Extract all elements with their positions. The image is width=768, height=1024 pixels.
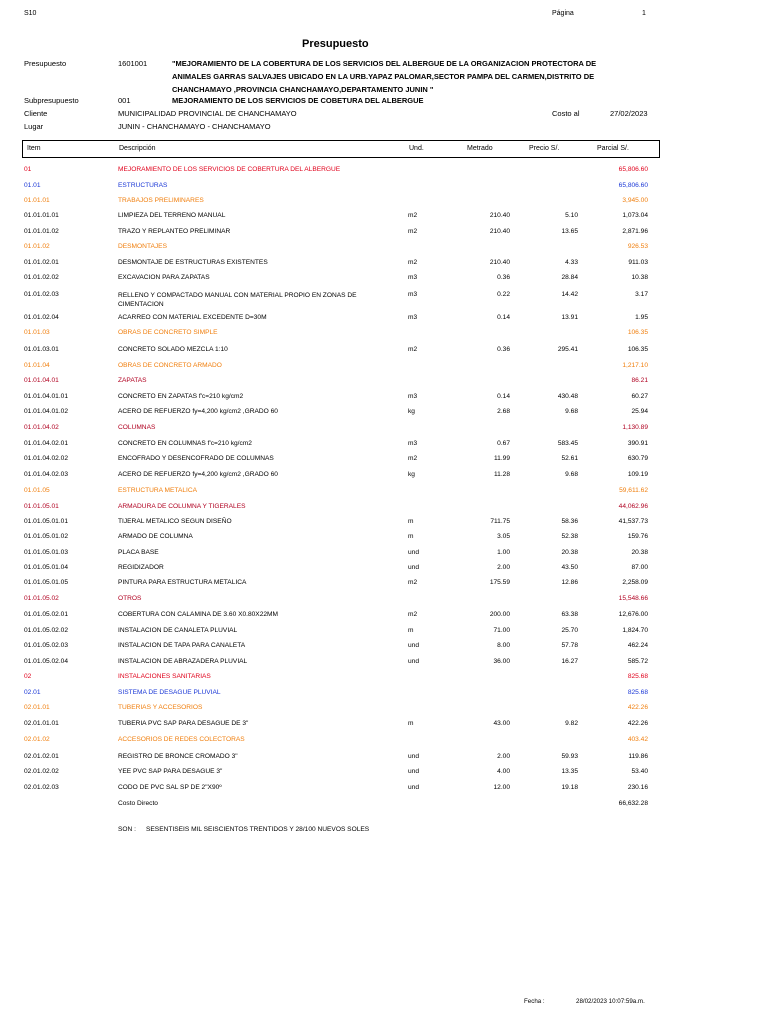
row-description: ACARREO CON MATERIAL EXCEDENTE D=30M [118, 314, 267, 321]
row-metrado: 11.99 [493, 455, 510, 462]
row-description: ESTRUCTURAS [118, 182, 168, 189]
row-description: PLACA BASE [118, 549, 159, 556]
row-item: 01.01 [24, 182, 41, 189]
row-item: 01 [24, 166, 32, 173]
row-unit: kg [408, 408, 415, 415]
row-parcial: 422.26 [627, 704, 648, 711]
row-description: EXCAVACION PARA ZAPATAS [118, 274, 210, 281]
row-description: YEE PVC SAP PARA DESAGUE 3" [118, 768, 223, 775]
row-parcial: 230.16 [627, 784, 648, 791]
table-row [24, 768, 654, 783]
row-unit: m2 [408, 611, 418, 618]
table-row [24, 564, 654, 579]
row-unit: m3 [408, 291, 418, 298]
row-parcial: 825.68 [627, 689, 648, 696]
row-parcial: 20.38 [631, 549, 648, 556]
report-code: S10 [24, 10, 37, 17]
row-description: TUBERIAS Y ACCESORIOS [118, 704, 203, 711]
col-desc: Descripción [119, 145, 156, 152]
row-precio: 52.61 [561, 455, 578, 462]
row-description: INSTALACIONES SANITARIAS [118, 673, 211, 680]
lugar-value: JUNIN - CHANCHAMAYO - CHANCHAMAYO [118, 122, 271, 131]
row-precio: 14.42 [561, 291, 578, 298]
row-precio: 583.45 [557, 440, 578, 447]
row-unit: m [408, 720, 414, 727]
row-metrado: 0.67 [497, 440, 510, 447]
table-row [24, 424, 654, 439]
costo-directo-label: Costo Directo [118, 800, 158, 807]
fecha-value: 28/02/2023 10:07:59a.m. [576, 998, 645, 1005]
table-row [24, 228, 654, 243]
row-item: 02.01.01 [24, 704, 50, 711]
row-unit: m3 [408, 314, 418, 321]
row-description: ARMADO DE COLUMNA [118, 533, 193, 540]
row-unit: m3 [408, 274, 418, 281]
lugar-label: Lugar [24, 122, 44, 131]
row-parcial: 3,945.00 [622, 197, 648, 204]
row-parcial: 159.76 [627, 533, 648, 540]
row-parcial: 390.91 [627, 440, 648, 447]
row-precio: 13.91 [561, 314, 578, 321]
presupuesto-code: 1601001 [118, 59, 148, 68]
row-metrado: 0.36 [497, 346, 510, 353]
row-parcial: 911.03 [628, 259, 648, 266]
table-row [24, 673, 654, 688]
row-unit: m2 [408, 346, 418, 353]
row-metrado: 210.40 [489, 212, 510, 219]
col-und: Und. [409, 145, 424, 152]
row-item: 01.01.05.01.01 [24, 518, 68, 525]
row-parcial: 403.42 [627, 736, 648, 743]
table-row [24, 291, 654, 306]
row-precio: 430.48 [557, 393, 578, 400]
row-unit: und [408, 549, 420, 556]
row-item: 01.01.01 [24, 197, 50, 204]
row-precio: 9.68 [565, 471, 578, 478]
row-metrado: 210.40 [489, 228, 510, 235]
row-item: 02 [24, 673, 32, 680]
row-parcial: 60.27 [631, 393, 648, 400]
row-description: ZAPATAS [118, 377, 147, 384]
row-metrado: 3.05 [497, 533, 510, 540]
row-parcial: 41,537.73 [618, 518, 648, 525]
son-text: SESENTISEIS MIL SEISCIENTOS TRENTIDOS Y 28/100 NUEVOS SOLES [146, 826, 370, 833]
row-metrado: 711.75 [490, 518, 510, 525]
row-item: 01.01.04.01.02 [24, 408, 68, 415]
row-parcial: 59,611.62 [619, 487, 648, 494]
row-unit: m2 [408, 455, 418, 462]
row-unit: m2 [408, 228, 418, 235]
row-parcial: 44,062.96 [618, 503, 648, 510]
row-parcial: 1,217.10 [622, 362, 648, 369]
row-description: PINTURA PARA ESTRUCTURA METALICA [118, 579, 247, 586]
row-item: 01.01.05.01.04 [24, 564, 68, 571]
row-description: OTROS [118, 595, 142, 602]
row-unit: m2 [408, 212, 418, 219]
row-precio: 28.84 [561, 274, 578, 281]
row-unit: und [408, 564, 420, 571]
row-item: 01.01.02.04 [24, 314, 59, 321]
row-parcial: 10.38 [631, 274, 648, 281]
row-parcial: 106.35 [627, 329, 648, 336]
table-row [24, 642, 654, 657]
row-description: INSTALACION DE ABRAZADERA PLUVIAL [118, 658, 248, 665]
table-row [24, 595, 654, 610]
row-precio: 59.93 [561, 753, 578, 760]
row-item: 01.01.04.02.01 [24, 440, 68, 447]
row-parcial: 585.72 [627, 658, 648, 665]
row-precio: 58.36 [561, 518, 578, 525]
col-precio: Precio S/. [529, 145, 560, 152]
row-item: 01.01.03.01 [24, 346, 59, 353]
costo-date: 27/02/2023 [610, 109, 648, 118]
row-precio: 16.27 [561, 658, 578, 665]
table-row [24, 784, 654, 799]
table-row [24, 346, 654, 361]
page-number: 1 [642, 10, 646, 17]
row-unit: und [408, 784, 420, 791]
costo-directo-value: 66,632.28 [618, 800, 648, 807]
table-row [24, 166, 654, 181]
table-row [24, 274, 654, 289]
row-precio: 12.86 [561, 579, 578, 586]
row-item: 01.01.02.02 [24, 274, 59, 281]
row-parcial: 825.68 [627, 673, 648, 680]
row-parcial: 86.21 [631, 377, 648, 384]
row-parcial: 2,258.09 [622, 579, 648, 586]
table-row [24, 549, 654, 564]
col-item: Item [27, 145, 41, 152]
row-description: INSTALACION DE TAPA PARA CANALETA [118, 642, 246, 649]
row-parcial: 1,824.70 [622, 627, 648, 634]
row-description: ACERO DE REFUERZO fy=4,200 kg/cm2 ,GRADO 60 [118, 471, 278, 478]
row-parcial: 65,806.60 [618, 166, 648, 173]
row-precio: 19.18 [561, 784, 578, 791]
row-item: 01.01.01.01 [24, 212, 59, 219]
row-unit: und [408, 753, 420, 760]
table-row [24, 579, 654, 594]
row-item: 01.01.05.02.01 [24, 611, 68, 618]
row-precio: 25.70 [561, 627, 578, 634]
row-metrado: 0.14 [497, 393, 510, 400]
row-unit: m3 [408, 393, 418, 400]
fecha-label: Fecha : [524, 998, 545, 1005]
row-metrado: 0.36 [497, 274, 510, 281]
row-description: INSTALACION DE CANALETA PLUVIAL [118, 627, 238, 634]
project-title-line3: CHANCHAMAYO ,PROVINCIA CHANCHAMAYO,DEPARTAMENTO JUNIN " [172, 85, 434, 94]
row-unit: m2 [408, 259, 418, 266]
row-parcial: 109.19 [627, 471, 648, 478]
table-row [24, 455, 654, 470]
row-precio: 4.33 [565, 259, 578, 266]
row-item: 01.01.05.02.03 [24, 642, 68, 649]
row-parcial: 65,806.60 [618, 182, 648, 189]
row-item: 01.01.05.01 [24, 503, 59, 510]
table-row [24, 182, 654, 197]
row-description: LIMPIEZA DEL TERRENO MANUAL [118, 212, 226, 219]
table-row [24, 503, 654, 518]
table-row [24, 314, 654, 329]
row-description: TUBERIA PVC SAP PARA DESAGUE DE 3" [118, 720, 249, 727]
row-description: ACERO DE REFUERZO fy=4,200 kg/cm2 ,GRADO 60 [118, 408, 278, 415]
row-description: CONCRETO SOLADO MEZCLA 1:10 [118, 346, 228, 353]
row-metrado: 8.00 [497, 642, 510, 649]
table-row [24, 259, 654, 274]
subpresupuesto-label: Subpresupuesto [24, 96, 79, 105]
row-item: 02.01.02 [24, 736, 50, 743]
row-precio: 57.78 [561, 642, 578, 649]
row-item: 01.01.04.02.03 [24, 471, 68, 478]
row-metrado: 12.00 [493, 784, 510, 791]
row-metrado: 2.00 [497, 753, 510, 760]
row-metrado: 175.59 [489, 579, 510, 586]
row-item: 02.01.02.01 [24, 753, 59, 760]
row-description: RELLENO Y COMPACTADO MANUAL CON MATERIAL PROPIO EN ZONAS DE CIMENTACION [118, 292, 357, 308]
table-row [24, 377, 654, 392]
row-metrado: 0.14 [497, 314, 510, 321]
costo-label: Costo al [552, 109, 580, 118]
row-precio: 5.10 [565, 212, 578, 219]
row-description: TRABAJOS PRELIMINARES [118, 197, 204, 204]
row-parcial: 462.24 [627, 642, 648, 649]
row-item: 02.01.01.01 [24, 720, 59, 727]
row-description: COBERTURA CON CALAMINA DE 3.60 X0.80X22MM [118, 611, 279, 618]
table-row [24, 720, 654, 735]
table-row [24, 408, 654, 423]
row-item: 01.01.03 [24, 329, 50, 336]
table-row [24, 487, 654, 502]
row-description: REGISTRO DE BRONCE CROMADO 3" [118, 753, 238, 760]
row-parcial: 106.35 [627, 346, 648, 353]
row-parcial: 15,548.66 [618, 595, 648, 602]
row-parcial: 630.79 [627, 455, 648, 462]
table-row [24, 658, 654, 673]
subpresupuesto-name: MEJORAMIENTO DE LOS SERVICIOS DE COBETURA DEL ALBERGUE [172, 96, 424, 105]
cliente-label: Cliente [24, 109, 48, 118]
row-description: CONCRETO EN COLUMNAS f'c=210 kg/cm2 [118, 440, 252, 447]
col-parcial: Parcial S/. [597, 145, 629, 152]
row-precio: 20.38 [561, 549, 578, 556]
row-description: ACCESORIOS DE REDES COLECTORAS [118, 736, 245, 743]
row-item: 01.01.02 [24, 243, 50, 250]
row-description: MEJORAMIENTO DE LOS SERVICIOS DE COBERTURA DEL ALBERGUE [118, 166, 341, 173]
row-item: 02.01.02.03 [24, 784, 59, 791]
row-unit: und [408, 768, 420, 775]
presupuesto-label: Presupuesto [24, 59, 67, 68]
row-unit: kg [408, 471, 415, 478]
row-precio: 9.82 [565, 720, 578, 727]
row-description: ARMADURA DE COLUMNA Y TIGERALES [118, 503, 246, 510]
row-description: REGIDIZADOR [118, 564, 164, 571]
table-row [24, 362, 654, 377]
table-row [24, 197, 654, 212]
row-item: 01.01.05.02 [24, 595, 59, 602]
row-unit: m3 [408, 440, 418, 447]
son-label: SON : [118, 826, 136, 833]
cliente-value: MUNICIPALIDAD PROVINCIAL DE CHANCHAMAYO [118, 109, 297, 118]
row-unit: und [408, 642, 420, 649]
table-row [24, 471, 654, 486]
table-row [24, 627, 654, 642]
row-precio: 13.35 [561, 768, 578, 775]
row-metrado: 0.22 [497, 291, 510, 298]
table-row [24, 243, 654, 258]
row-item: 01.01.05 [24, 487, 50, 494]
row-metrado: 1.00 [497, 549, 510, 556]
row-item: 01.01.02.03 [24, 291, 59, 298]
col-metrado: Metrado [467, 145, 493, 152]
row-description: TIJERAL METALICO SEGUN DISEÑO [118, 518, 232, 525]
row-description: ENCOFRADO Y DESENCOFRADO DE COLUMNAS [118, 455, 274, 462]
row-parcial: 1.95 [635, 314, 648, 321]
row-metrado: 71.00 [493, 627, 510, 634]
table-row [24, 329, 654, 344]
row-parcial: 53.40 [631, 768, 648, 775]
row-description: CONCRETO EN ZAPATAS f'c=210 kg/cm2 [118, 393, 244, 400]
table-row [24, 689, 654, 704]
row-item: 01.01.04 [24, 362, 50, 369]
row-description: TRAZO Y REPLANTEO PRELIMINAR [118, 228, 231, 235]
row-unit: m2 [408, 579, 418, 586]
table-row [24, 533, 654, 548]
row-description: SISTEMA DE DESAGUE PLUVIAL [118, 689, 221, 696]
row-parcial: 3.17 [635, 291, 648, 298]
row-item: 01.01.01.02 [24, 228, 59, 235]
row-parcial: 1,073.04 [622, 212, 648, 219]
row-item: 01.01.04.01.01 [24, 393, 68, 400]
page-title: Presupuesto [302, 38, 369, 50]
row-metrado: 2.00 [497, 564, 510, 571]
row-precio: 295.41 [557, 346, 578, 353]
row-parcial: 2,871.96 [622, 228, 648, 235]
row-item: 01.01.04.02.02 [24, 455, 68, 462]
row-metrado: 200.00 [489, 611, 510, 618]
table-row [24, 393, 654, 408]
row-item: 01.01.05.02.02 [24, 627, 68, 634]
row-item: 01.01.05.01.03 [24, 549, 68, 556]
table-row [24, 518, 654, 533]
row-parcial: 87.00 [631, 564, 648, 571]
row-item: 01.01.02.01 [24, 259, 59, 266]
row-parcial: 119.86 [628, 753, 648, 760]
row-precio: 9.68 [565, 408, 578, 415]
row-description: OBRAS DE CONCRETO ARMADO [118, 362, 222, 369]
row-metrado: 4.00 [497, 768, 510, 775]
table-row [24, 704, 654, 719]
row-metrado: 43.00 [493, 720, 510, 727]
page-label: Página [552, 10, 574, 17]
row-precio: 52.38 [561, 533, 578, 540]
row-precio: 63.38 [561, 611, 578, 618]
row-parcial: 1,130.89 [622, 424, 648, 431]
row-metrado: 2.68 [497, 408, 510, 415]
subpresupuesto-code: 001 [118, 96, 131, 105]
project-title-line2: ANIMALES GARRAS SALVAJES UBICADO EN LA URB.YAPAZ PALOMAR,SECTOR PAMPA DEL CARMEN,DISTRITO DE [172, 72, 595, 81]
table-row [24, 212, 654, 227]
row-item: 02.01.02.02 [24, 768, 59, 775]
row-precio: 13.65 [561, 228, 578, 235]
row-item: 01.01.05.01.05 [24, 579, 68, 586]
row-description: DESMONTAJE DE ESTRUCTURAS EXISTENTES [118, 259, 268, 266]
row-item: 01.01.05.01.02 [24, 533, 68, 540]
row-metrado: 210.40 [489, 259, 510, 266]
row-description: OBRAS DE CONCRETO SIMPLE [118, 329, 218, 336]
table-header [22, 140, 660, 158]
row-unit: m [408, 627, 414, 634]
row-item: 01.01.04.01 [24, 377, 59, 384]
row-parcial: 12,676.00 [618, 611, 648, 618]
row-parcial: 422.26 [627, 720, 648, 727]
row-description: DESMONTAJES [118, 243, 167, 250]
row-parcial: 25.94 [631, 408, 648, 415]
row-description: ESTRUCTURA METALICA [118, 487, 198, 494]
row-item: 02.01 [24, 689, 41, 696]
row-description: COLUMNAS [118, 424, 156, 431]
row-metrado: 11.28 [493, 471, 510, 478]
project-title-line1: "MEJORAMIENTO DE LA COBERTURA DE LOS SERVICIOS DEL ALBERGUE DE LA ORGANIZACION PROTECTORA DE [172, 59, 597, 68]
row-metrado: 36.00 [493, 658, 510, 665]
row-item: 01.01.04.02 [24, 424, 59, 431]
table-row [24, 440, 654, 455]
row-parcial: 926.53 [627, 243, 648, 250]
row-description: CODO DE PVC SAL SP DE 2"X90º [118, 784, 222, 791]
row-precio: 43.50 [561, 564, 578, 571]
row-unit: und [408, 658, 420, 665]
row-item: 01.01.05.02.04 [24, 658, 68, 665]
row-unit: m [408, 518, 414, 525]
table-row [24, 753, 654, 768]
table-row [24, 611, 654, 626]
table-row [24, 736, 654, 751]
row-unit: m [408, 533, 414, 540]
